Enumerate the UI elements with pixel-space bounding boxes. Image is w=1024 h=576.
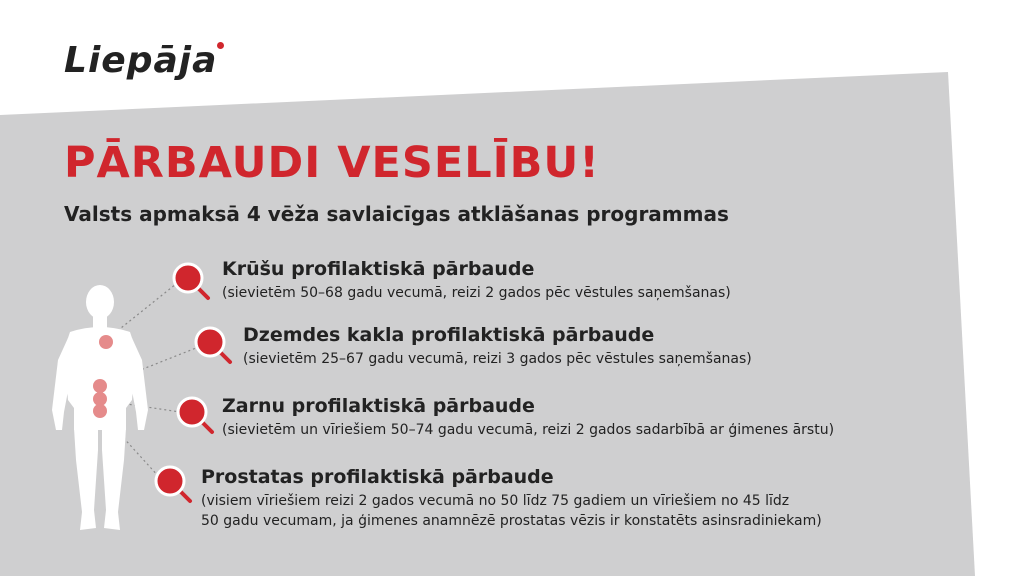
item-breast-title: Krūšu profilaktiskā pārbaude [222,258,535,280]
magnifier-icon [176,396,216,436]
colon-marker [93,392,107,406]
page-subtitle: Valsts apmaksā 4 vēža savlaicīgas atklāšanas programmas [64,202,729,226]
magnifier-icon [172,262,212,302]
item-cervix-desc: (sievietēm 25–67 gadu vecumā, reizi 3 gados pēc vēstules saņemšanas) [243,351,752,367]
item-colon-title: Zarnu profilaktiskā pārbaude [222,395,535,417]
page-title: PĀRBAUDI VESELĪBU! [64,138,600,188]
liepaja-logo: Liepāja [64,40,218,81]
prostate-marker [93,404,107,418]
item-prostate-desc-line1: (visiem vīriešiem reizi 2 gados vecumā no 50 līdz 75 gadiem un vīriešiem no 45 līdz [201,493,790,509]
magnifier-icon [194,326,234,366]
cervix-marker [93,379,107,393]
logo-accent-dot [217,42,224,49]
item-colon-desc: (sievietēm un vīriešiem 50–74 gadu vecumā, reizi 2 gados sadarbībā ar ģimenes ārstu) [222,422,835,438]
item-cervix-title: Dzemdes kakla profilaktiskā pārbaude [243,324,655,346]
breast-marker [99,335,113,349]
magnifier-icon [154,465,194,505]
item-prostate-desc-line2: 50 gadu vecumam, ja ģimenes anamnēzē prostatas vēzis ir konstatēts asinsradiniekam) [201,513,822,529]
item-prostate-title: Prostatas profilaktiskā pārbaude [201,466,554,488]
item-breast-desc: (sievietēm 50–68 gadu vecumā, reizi 2 gados pēc vēstules saņemšanas) [222,285,731,301]
